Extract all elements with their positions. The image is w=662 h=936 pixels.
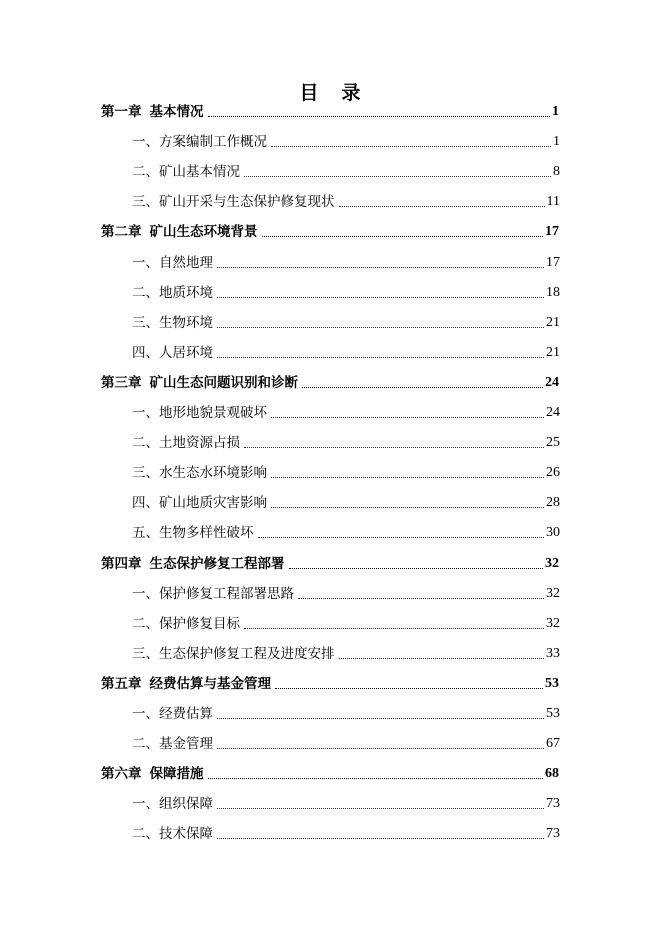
chapter-number: 第三章: [101, 374, 142, 391]
dot-leader: [271, 417, 544, 418]
page-number: 26: [546, 465, 560, 481]
toc-entry-label: [132, 824, 213, 844]
dot-leader: [208, 116, 551, 117]
toc-chapter-entry[interactable]: [101, 222, 559, 242]
toc-entry-label: [132, 253, 213, 273]
page-number: 73: [546, 826, 560, 842]
entry-title: 基本情况: [149, 104, 204, 120]
dot-leader: [298, 598, 544, 599]
toc-section-entry[interactable]: [132, 824, 560, 844]
toc-section-entry[interactable]: [132, 463, 560, 483]
toc-chapter-entry[interactable]: [101, 102, 559, 122]
page-number: 1: [552, 104, 559, 119]
toc-section-entry[interactable]: [132, 644, 560, 664]
toc-entry-label: [132, 132, 267, 152]
toc-section-entry[interactable]: [132, 734, 560, 754]
entry-title: 三、生物环境: [132, 314, 213, 331]
toc-section-entry[interactable]: [132, 132, 560, 152]
page-number: 21: [546, 314, 560, 330]
toc-entry-label: [132, 403, 267, 423]
toc-chapter-entry[interactable]: [101, 373, 559, 393]
entry-title: 二、保护修复目标: [132, 615, 240, 632]
entry-title: 二、基金管理: [132, 736, 213, 753]
entry-title: 五、生物多样性破坏: [132, 525, 254, 542]
dot-leader: [217, 357, 544, 358]
toc-entry-label: [101, 373, 298, 393]
page-number: 21: [546, 344, 560, 360]
dot-leader: [244, 628, 544, 629]
page-number: 18: [546, 284, 560, 300]
dot-leader: [339, 658, 545, 659]
page-number: 67: [546, 736, 560, 752]
dot-leader: [275, 688, 543, 689]
page-number: 68: [545, 766, 559, 782]
dot-leader: [217, 267, 544, 268]
chapter-number: 第二章: [101, 224, 142, 241]
chapter-number: 第五章: [101, 675, 142, 692]
chapter-number: 第一章: [101, 104, 142, 120]
dot-leader: [271, 507, 544, 508]
dot-leader: [339, 206, 545, 207]
dot-leader: [271, 146, 551, 147]
page-number: 28: [546, 495, 560, 511]
toc-entry-label: [101, 554, 285, 574]
toc-chapter-entry[interactable]: [101, 554, 559, 574]
toc-entry-label: [101, 222, 258, 242]
toc-section-entry[interactable]: [132, 523, 560, 543]
chapter-number: 第六章: [101, 766, 142, 783]
toc-entry-label: [132, 584, 294, 604]
entry-title: 一、方案编制工作概况: [132, 134, 267, 151]
toc-section-entry[interactable]: [132, 614, 560, 634]
page-number: 53: [546, 706, 560, 721]
toc-entry-label: [132, 644, 335, 664]
page-number: 30: [546, 525, 560, 541]
toc-section-entry[interactable]: [132, 433, 560, 453]
toc-entry-label: [132, 283, 213, 303]
entry-title: 一、经费估算: [132, 706, 213, 722]
toc-entry-label: [132, 493, 267, 513]
page-number: 73: [546, 796, 560, 812]
dot-leader: [258, 537, 545, 538]
page-title: 目 录: [299, 82, 363, 104]
toc-entry-label: [132, 162, 240, 182]
entry-title: 二、技术保障: [132, 826, 213, 843]
toc-section-entry[interactable]: [132, 704, 560, 724]
dot-leader: [244, 447, 544, 448]
entry-title: 二、矿山基本情况: [132, 164, 240, 181]
toc-entry-label: [101, 102, 204, 122]
entry-title: 矿山生态问题识别和诊断: [149, 374, 298, 391]
toc-section-entry[interactable]: [132, 192, 560, 212]
entry-title: 经费估算与基金管理: [149, 675, 271, 692]
page-number: 11: [546, 194, 560, 210]
entry-title: 生态保护修复工程部署: [149, 555, 285, 572]
page-number: 8: [553, 164, 560, 180]
toc-section-entry[interactable]: [132, 162, 560, 182]
toc-entry-label: [132, 463, 267, 483]
entry-title: 四、矿山地质灾害影响: [132, 495, 267, 512]
entry-title: 一、地形地貌景观破坏: [132, 405, 267, 421]
entry-title: 四、人居环境: [132, 344, 213, 361]
toc-entry-label: [132, 523, 254, 543]
chapter-number: 第四章: [101, 555, 142, 572]
dot-leader: [271, 477, 544, 478]
entry-title: 三、矿山开采与生态保护修复现状: [132, 194, 335, 211]
toc-section-entry[interactable]: [132, 283, 560, 303]
toc-entry-label: [132, 734, 213, 754]
dot-leader: [217, 718, 544, 719]
toc-entry-label: [132, 704, 213, 724]
toc-section-entry[interactable]: [132, 584, 560, 604]
page-number: 17: [545, 224, 559, 240]
dot-leader: [217, 327, 544, 328]
page-number: 53: [545, 675, 559, 691]
toc-chapter-entry[interactable]: [101, 764, 559, 784]
entry-title: 一、保护修复工程部署思路: [132, 585, 294, 602]
toc-entry-label: [132, 192, 335, 212]
entry-title: 一、自然地理: [132, 254, 213, 271]
page-number: 32: [545, 555, 559, 571]
page-number: 24: [545, 374, 559, 390]
dot-leader: [302, 387, 543, 388]
dot-leader: [217, 838, 544, 839]
dot-leader: [244, 176, 551, 177]
dot-leader: [289, 568, 544, 569]
toc-chapter-entry[interactable]: [101, 674, 559, 694]
toc-section-entry[interactable]: [132, 794, 560, 814]
entry-title: 矿山生态环境背景: [149, 224, 258, 241]
dot-leader: [262, 236, 544, 237]
toc-entry-label: [101, 764, 204, 784]
toc-section-entry[interactable]: [132, 343, 560, 363]
toc-section-entry[interactable]: [132, 493, 560, 513]
toc-entry-label: [132, 313, 213, 333]
page-number: 25: [546, 435, 560, 451]
dot-leader: [217, 297, 544, 298]
toc-section-entry[interactable]: [132, 403, 560, 423]
entry-title: 一、组织保障: [132, 796, 213, 813]
dot-leader: [217, 748, 544, 749]
dot-leader: [208, 778, 544, 779]
dot-leader: [217, 808, 544, 809]
page-number: 24: [546, 405, 560, 420]
toc-entry-label: [132, 794, 213, 814]
toc-section-entry[interactable]: [132, 253, 560, 273]
toc-entry-label: [132, 433, 240, 453]
entry-title: 保障措施: [149, 766, 204, 783]
page-number: 32: [546, 615, 560, 631]
entry-title: 三、生态保护修复工程及进度安排: [132, 645, 335, 662]
entry-title: 二、地质环境: [132, 284, 213, 301]
page-number: 1: [553, 134, 560, 150]
toc-entry-label: [132, 614, 240, 634]
entry-title: 二、土地资源占损: [132, 435, 240, 452]
page-number: 33: [546, 645, 560, 661]
page-number: 32: [546, 585, 560, 601]
toc-entry-label: [132, 343, 213, 363]
page-number: 17: [546, 254, 560, 270]
entry-title: 三、水生态水环境影响: [132, 465, 267, 482]
toc-section-entry[interactable]: [132, 313, 560, 333]
toc-entry-label: [101, 674, 271, 694]
